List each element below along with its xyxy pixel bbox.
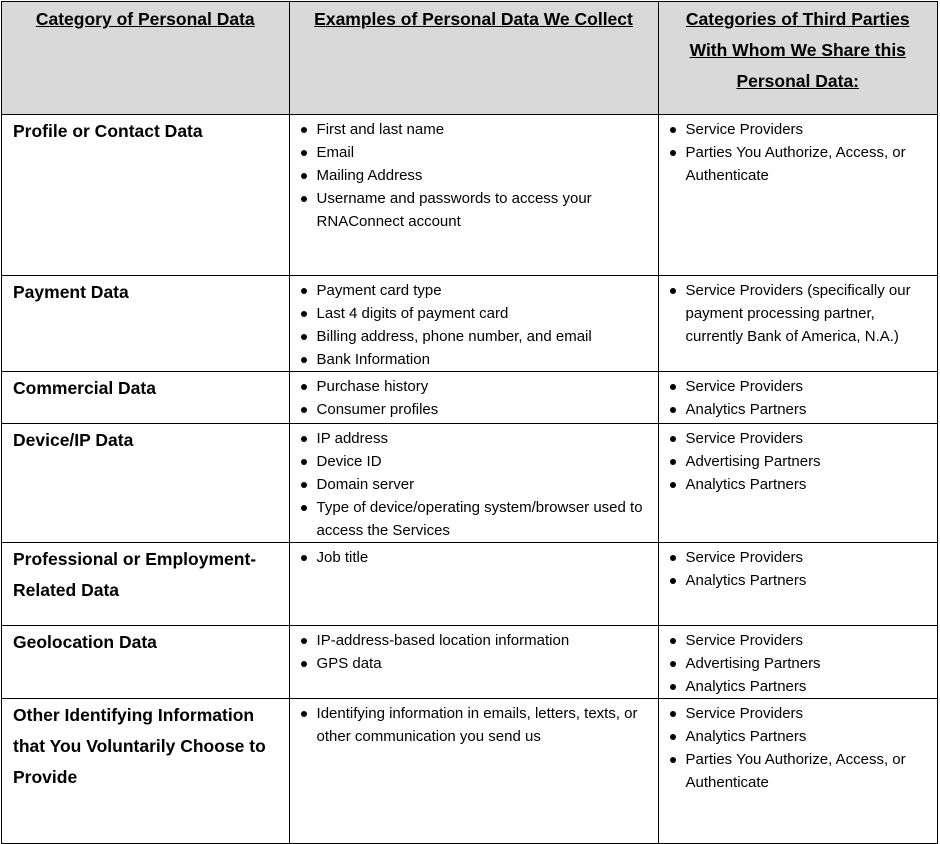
table-row (2, 543, 938, 626)
example-item-text: Billing address, phone number, and email (316, 328, 592, 345)
example-item (317, 702, 650, 748)
third-parties-cell (658, 543, 938, 626)
example-item (317, 141, 650, 164)
third-party-item (686, 118, 930, 141)
example-item (317, 473, 650, 496)
bullet-icon (670, 684, 676, 690)
third-parties-list (659, 276, 938, 348)
examples-cell (289, 276, 658, 372)
third-party-item-text: Analytics Partners (685, 476, 807, 493)
third-party-item (686, 450, 930, 473)
category-cell: Payment Data (2, 276, 290, 372)
examples-list (290, 699, 658, 748)
bullet-icon (301, 482, 307, 488)
example-item (317, 348, 650, 371)
examples-list (290, 115, 658, 233)
category-cell: Profile or Contact Data (2, 115, 290, 276)
examples-list (290, 543, 658, 569)
example-item-text: Bank Information (316, 351, 430, 368)
third-party-item (686, 652, 930, 675)
example-item-text: Type of device/operating system/browser used to access the Services (316, 499, 643, 539)
examples-cell (289, 699, 658, 844)
example-item-text: Payment card type (316, 282, 442, 299)
bullet-icon (301, 661, 307, 667)
bullet-icon (301, 173, 307, 179)
example-item-text: GPS data (316, 655, 382, 672)
example-item (317, 325, 650, 348)
bullet-icon (301, 711, 307, 717)
bullet-icon (301, 150, 307, 156)
third-party-item (686, 473, 930, 496)
third-party-item (686, 375, 930, 398)
bullet-icon (301, 407, 307, 413)
header-examples: Examples of Personal Data We Collect (289, 2, 658, 115)
third-party-item-text: Service Providers (685, 378, 804, 395)
third-parties-list (659, 626, 938, 698)
example-item (317, 398, 650, 421)
examples-cell (289, 424, 658, 543)
third-party-item-text: Parties You Authorize, Access, or Authenticate (685, 751, 906, 791)
example-item-text: IP-address-based location information (316, 632, 570, 649)
category-cell: Device/IP Data (2, 424, 290, 543)
bullet-icon (301, 638, 307, 644)
header-third-parties: Categories of Third Parties With Whom We Share this Personal Data: (658, 2, 938, 115)
third-party-item-text: Service Providers (specifically our payment processing partner, currently Bank of America, N.A.) (685, 282, 911, 345)
examples-list (290, 276, 658, 371)
example-item (317, 496, 650, 542)
example-item-text: Mailing Address (316, 167, 423, 184)
category-cell: Commercial Data (2, 372, 290, 424)
bullet-icon (670, 407, 676, 413)
third-parties-cell (658, 115, 938, 276)
third-party-item-text: Service Providers (685, 121, 804, 138)
bullet-icon (301, 196, 307, 202)
personal-data-table (1, 1, 938, 844)
bullet-icon (670, 757, 676, 763)
examples-cell (289, 115, 658, 276)
table-row (2, 699, 938, 844)
table-row (2, 372, 938, 424)
bullet-icon (670, 734, 676, 740)
examples-cell (289, 372, 658, 424)
third-party-item-text: Service Providers (685, 705, 804, 722)
third-party-item-text: Analytics Partners (685, 401, 807, 418)
table-header-row (2, 2, 938, 115)
example-item (317, 118, 650, 141)
third-party-item-text: Advertising Partners (685, 453, 821, 470)
third-party-item-text: Parties You Authorize, Access, or Authenticate (685, 144, 906, 184)
third-parties-list (659, 115, 938, 187)
third-party-item-text: Service Providers (685, 430, 804, 447)
third-parties-list (659, 699, 938, 794)
example-item (317, 279, 650, 302)
table-row (2, 626, 938, 699)
third-party-item (686, 546, 930, 569)
category-cell: Other Identifying Information that You Voluntarily Choose to Provide (2, 699, 290, 844)
example-item-text: Purchase history (316, 378, 429, 395)
third-party-item (686, 141, 930, 187)
bullet-icon (301, 384, 307, 390)
third-parties-cell (658, 626, 938, 699)
third-party-item (686, 748, 930, 794)
example-item (317, 427, 650, 450)
example-item (317, 450, 650, 473)
third-party-item (686, 702, 930, 725)
third-party-item (686, 629, 930, 652)
example-item-text: Username and passwords to access your RNAConnect account (316, 190, 592, 230)
example-item (317, 302, 650, 325)
third-party-item-text: Analytics Partners (685, 572, 807, 589)
bullet-icon (670, 127, 676, 133)
third-parties-cell (658, 276, 938, 372)
third-party-item (686, 569, 930, 592)
bullet-icon (670, 482, 676, 488)
third-parties-list (659, 372, 938, 421)
bullet-icon (670, 661, 676, 667)
bullet-icon (301, 311, 307, 317)
example-item (317, 187, 650, 233)
example-item-text: Domain server (316, 476, 415, 493)
bullet-icon (670, 459, 676, 465)
third-party-item-text: Service Providers (685, 549, 804, 566)
bullet-icon (670, 555, 676, 561)
table-row (2, 424, 938, 543)
category-cell: Geolocation Data (2, 626, 290, 699)
example-item-text: Identifying information in emails, letters, texts, or other communication you send us (316, 705, 638, 745)
third-party-item (686, 279, 930, 348)
bullet-icon (670, 711, 676, 717)
bullet-icon (301, 357, 307, 363)
table-row (2, 115, 938, 276)
bullet-icon (670, 638, 676, 644)
bullet-icon (301, 555, 307, 561)
example-item-text: Device ID (316, 453, 382, 470)
third-parties-cell (658, 424, 938, 543)
example-item (317, 652, 650, 675)
bullet-icon (301, 127, 307, 133)
examples-cell (289, 626, 658, 699)
examples-list (290, 424, 658, 542)
third-party-item (686, 675, 930, 698)
bullet-icon (670, 288, 676, 294)
third-parties-list (659, 424, 938, 496)
example-item-text: Job title (316, 549, 369, 566)
table-row (2, 276, 938, 372)
third-parties-cell (658, 372, 938, 424)
third-party-item (686, 725, 930, 748)
examples-cell (289, 543, 658, 626)
bullet-icon (670, 150, 676, 156)
example-item-text: Last 4 digits of payment card (316, 305, 509, 322)
third-party-item-text: Service Providers (685, 632, 804, 649)
example-item-text: First and last name (316, 121, 445, 138)
table-body (2, 115, 938, 844)
example-item (317, 629, 650, 652)
bullet-icon (670, 384, 676, 390)
example-item (317, 375, 650, 398)
examples-list (290, 372, 658, 421)
category-cell: Professional or Employment-Related Data (2, 543, 290, 626)
bullet-icon (301, 288, 307, 294)
bullet-icon (670, 578, 676, 584)
third-party-item (686, 427, 930, 450)
example-item-text: Email (316, 144, 355, 161)
example-item-text: Consumer profiles (316, 401, 439, 418)
examples-list (290, 626, 658, 675)
bullet-icon (670, 436, 676, 442)
third-parties-list (659, 543, 938, 592)
third-party-item (686, 398, 930, 421)
third-party-item-text: Analytics Partners (685, 678, 807, 695)
example-item (317, 164, 650, 187)
third-party-item-text: Analytics Partners (685, 728, 807, 745)
bullet-icon (301, 459, 307, 465)
header-category: Category of Personal Data (2, 2, 290, 115)
third-parties-cell (658, 699, 938, 844)
bullet-icon (301, 334, 307, 340)
bullet-icon (301, 505, 307, 511)
example-item (317, 546, 650, 569)
example-item-text: IP address (316, 430, 388, 447)
bullet-icon (301, 436, 307, 442)
third-party-item-text: Advertising Partners (685, 655, 821, 672)
